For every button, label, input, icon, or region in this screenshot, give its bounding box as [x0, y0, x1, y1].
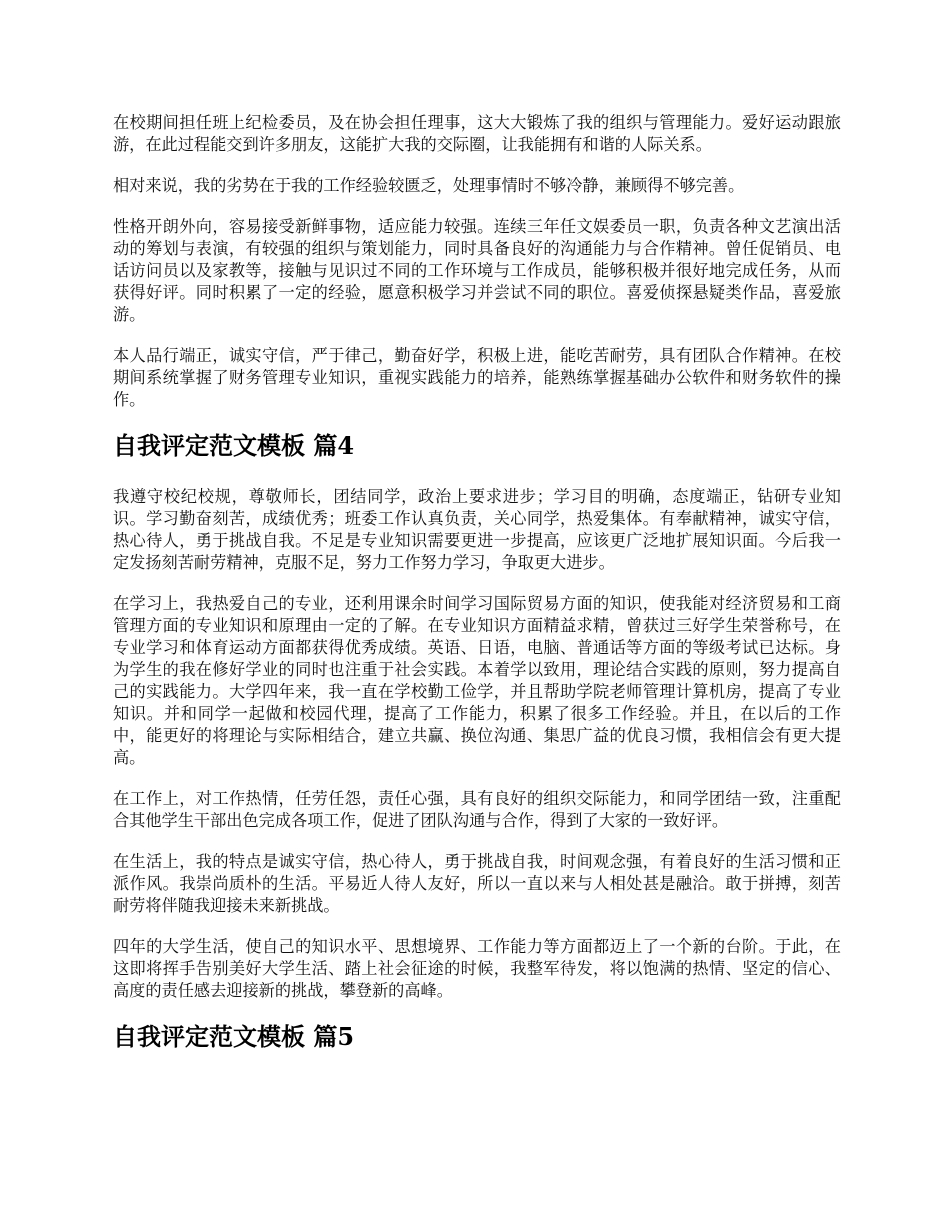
section-heading: 自我评定范文模板 篇4	[113, 431, 355, 460]
paragraph: 本人品行端正，诚实守信，严于律己，勤奋好学，积极上进，能吃苦耐劳，具有团队合作精神。在校期间系统掌握了财务管理专业知识，重视实践能力的培养，能熟练掌握基础办公软件和财务软件的操作。	[113, 346, 841, 409]
paragraph: 在校期间担任班上纪检委员，及在协会担任理事，这大大锻炼了我的组织与管理能力。爱好运动跟旅游，在此过程能交到许多朋友，这能扩大我的交际圈，让我能拥有和谐的人际关系。	[113, 113, 841, 154]
paragraph: 性格开朗外向，容易接受新鲜事物，适应能力较强。连续三年任文娱委员一职，负责各种文艺演出活动的筹划与表演，有较强的组织与策划能力，同时具备良好的沟通能力与合作精神。曾任促销员、电话访问员以及家教等，接触与见识过不同的工作环境与工作成员，能够积极并很好地完成任务，从而获得好评。同时积累了一定的经验，愿意积极学习并尝试不同的职位。喜爱侦探悬疑类作品，喜爱旅游。	[113, 217, 841, 324]
paragraph: 四年的大学生活，使自己的知识水平、思想境界、工作能力等方面都迈上了一个新的台阶。于此，在这即将挥手告别美好大学生活、踏上社会征途的时候，我整军待发，将以饱满的热情、坚定的信心、高度的责任感去迎接新的挑战，攀登新的高峰。	[113, 937, 841, 1000]
paragraph: 在工作上，对工作热情，任劳任怨，责任心强，具有良好的组织交际能力，和同学团结一致，注重配合其他学生干部出色完成各项工作，促进了团队沟通与合作，得到了大家的一致好评。	[113, 789, 841, 830]
section-heading: 自我评定范文模板 篇5	[113, 1022, 355, 1051]
document-page	[113, 112, 841, 1077]
paragraph: 在学习上，我热爱自己的专业，还利用课余时间学习国际贸易方面的知识，使我能对经济贸易和工商管理方面的专业知识和原理由一定的了解。在专业知识方面精益求精，曾获过三好学生荣誉称号，在专业学习和体育运动方面都获得优秀成绩。英语、日语，电脑、普通话等方面的等级考试已达标。身为学生的我在修好学业的同时也注重于社会实践。本着学以致用，理论结合实践的原则，努力提高自己的实践能力。大学四年来，我一直在学校勤工俭学，并且帮助学院老师管理计算机房，提高了专业知识。并和同学一起做和校园代理，提高了工作能力，积累了很多工作经验。并且，在以后的工作中，能更好的将理论与实际相结合，建立共赢、换位沟通、集思广益的优良习惯，我相信会有更大提高。	[113, 594, 841, 767]
paragraph: 相对来说，我的劣势在于我的工作经验较匮乏，处理事情时不够冷静，兼顾得不够完善。	[113, 176, 745, 195]
paragraph: 我遵守校纪校规，尊敬师长，团结同学，政治上要求进步；学习目的明确，态度端正，钻研专业知识。学习勤奋刻苦，成绩优秀；班委工作认真负责，关心同学，热爱集体。有奉献精神，诚实守信，热心待人，勇于挑战自我。不足是专业知识需要更进一步提高，应该更广泛地扩展知识面。今后我一定发扬刻苦耐劳精神，克服不足，努力工作努力学习，争取更大进步。	[113, 487, 841, 572]
paragraph: 在生活上，我的特点是诚实守信，热心待人，勇于挑战自我，时间观念强，有着良好的生活习惯和正派作风。我崇尚质朴的生活。平易近人待人友好，所以一直以来与人相处甚是融洽。敢于拼搏，刻苦耐劳将伴随我迎接未来新挑战。	[113, 852, 841, 915]
